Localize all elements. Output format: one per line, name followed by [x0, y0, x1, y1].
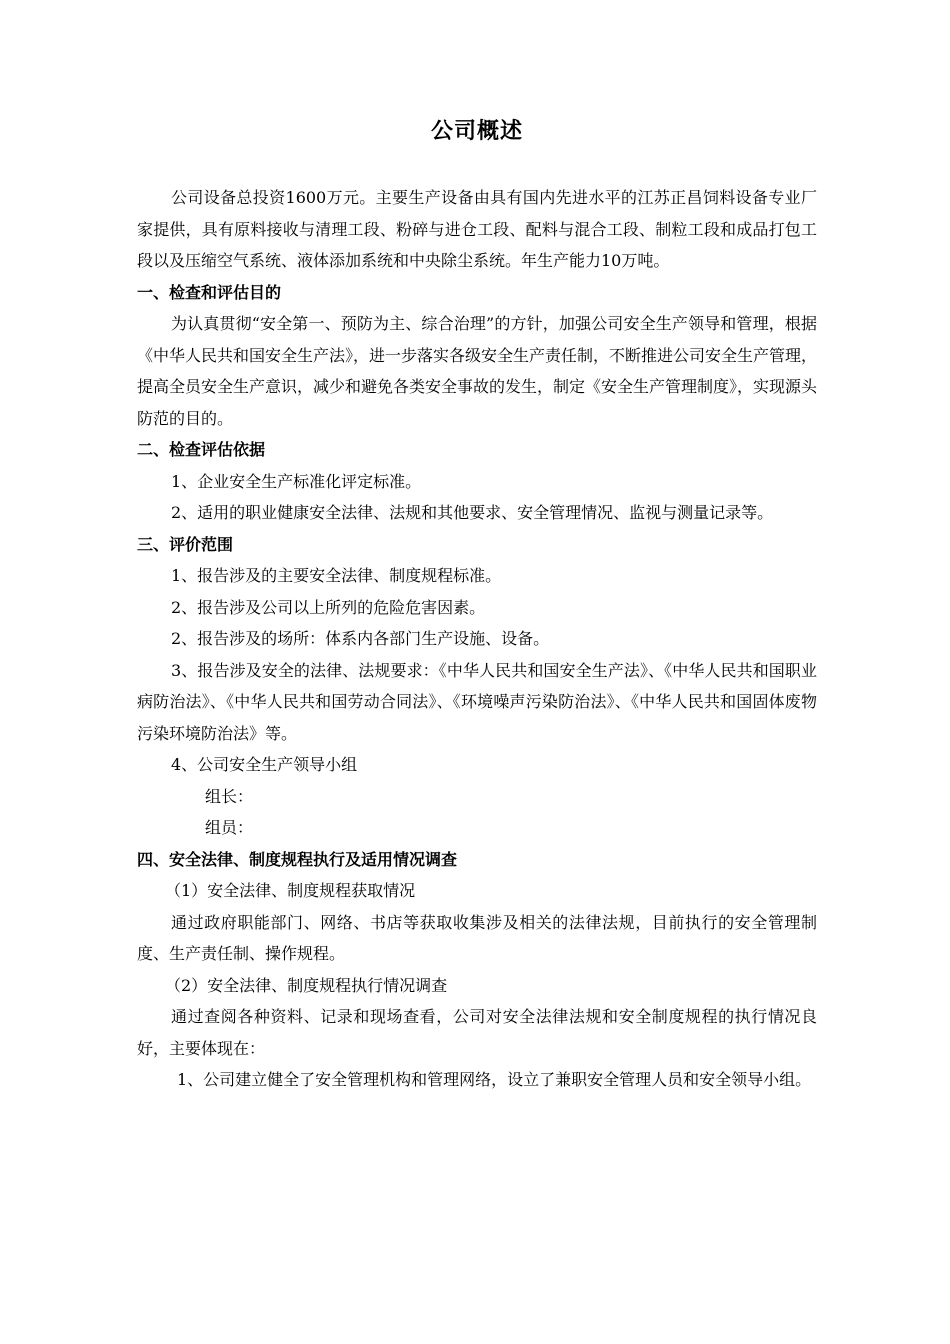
section-4-sub-1-title: （1）安全法律、制度规程获取情况	[165, 881, 416, 900]
section-3-item-5: 4、公司安全生产领导小组	[171, 755, 358, 774]
section-3-item-3: 2、报告涉及的场所：体系内各部门生产设施、设备。	[171, 629, 550, 648]
section-2-item-1: 1、企业安全生产标准化评定标准。	[171, 471, 422, 491]
section-4-heading: 四、安全法律、制度规程执行及适用情况调查	[137, 849, 458, 869]
member-label: 组员：	[205, 818, 254, 837]
section-2-heading: 二、检查评估依据	[137, 440, 266, 459]
section-1-heading: 一、检查和评估目的	[137, 282, 282, 302]
section-1-body: 为认真贯彻“安全第一、预防为主、综合治理”的方针，加强公司安全生产领导和管理，根据《中华人民共和国安全生产法》，进一步落实各级安全生产责任制，不断推进公司安全生产管理，提高全员安全生产意识，减少和避免各类安全事故的发生，制定《安全生产管理制度》，实现源头防范的目的。	[137, 314, 818, 428]
section-2-item-2: 2、适用的职业健康安全法律、法规和其他要求、安全管理情况、监视与测量记录等。	[171, 503, 774, 522]
document-page	[137, 112, 817, 1096]
section-3-item-1: 1、报告涉及的主要安全法律、制度规程标准。	[171, 566, 502, 585]
section-4-sub-2-item-1: 1、公司建立健全了安全管理机构和管理网络，设立了兼职安全管理人员和安全领导小组。	[177, 1070, 812, 1089]
section-3-item-2: 2、报告涉及公司以上所列的危险危害因素。	[171, 597, 486, 617]
section-3-item-4: 3、报告涉及安全的法律、法规要求：《中华人民共和国安全生产法》、《中华人民共和国职业病防治法》、《中华人民共和国劳动合同法》、《环境噪声污染防治法》、《中华人民共和国固体废物污染环境防治法》等。	[137, 660, 817, 743]
section-4-sub-1-body: 通过政府职能部门、网络、书店等获取收集涉及相关的法律法规，目前执行的安全管理制度、生产责任制、操作规程。	[137, 912, 817, 963]
leader-label: 组长：	[205, 786, 254, 806]
intro-paragraph: 公司设备总投资1600万元。主要生产设备由具有国内先进水平的江苏正昌饲料设备专业厂家提供，具有原料接收与清理工段、粉碎与进仓工段、配料与混合工段、制粒工段和成品打包工段以及压缩空气系统、液体添加系统和中央除尘系统。年生产能力10万吨。	[137, 188, 817, 270]
page-title: 公司概述	[430, 118, 523, 144]
section-3-heading: 三、评价范围	[137, 534, 234, 554]
section-4-sub-2-title: （2）安全法律、制度规程执行情况调查	[165, 975, 448, 995]
section-4-sub-2-body: 通过查阅各种资料、记录和现场查看，公司对安全法律法规和安全制度规程的执行情况良好，主要体现在：	[137, 1007, 817, 1058]
